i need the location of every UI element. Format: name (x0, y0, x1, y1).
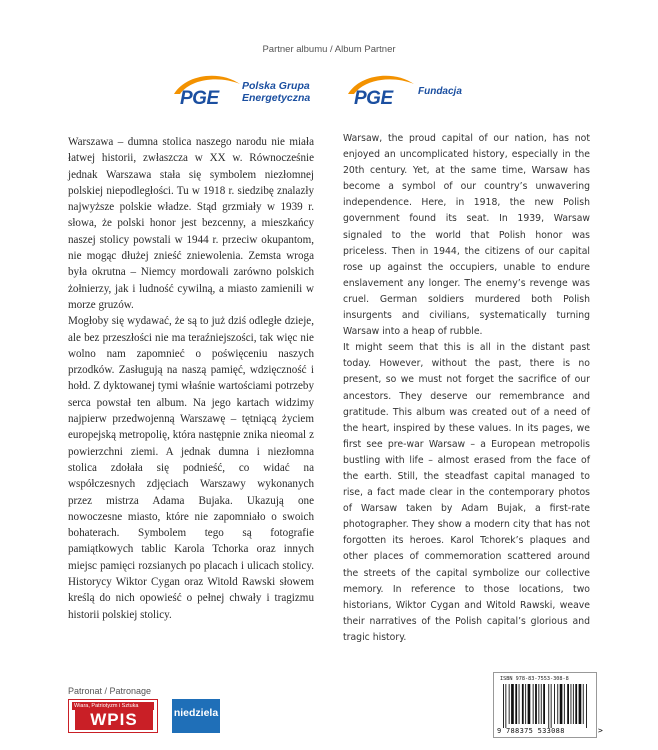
wpis-tagline: Wiara, Patriotyzm i Sztuka (72, 702, 154, 710)
polish-text-column (68, 134, 314, 623)
pge-wordmark: PGE (180, 88, 219, 109)
barcode-bars-icon (503, 684, 589, 728)
pge-swoosh-icon (168, 72, 246, 112)
niedziela-wordmark: niedziela (173, 707, 219, 719)
english-paragraph-2: It might seem that this is all in the distant past today. However, without the past, there is no present, so we must not forget the sacrifice of our ancestors. They deserve our remembrance and gratitude. This album was created out of a need of the heart, inspired by these values. In its pages, we first see pre-war Warsaw – a European metropolis bustling with life – almost erased from the face of the earth. Still, the steadfast capital managed to rise, a fact made clear in the contemporary photos of Warsaw taken by Adam Bujak, a first-rate photographer. They show a modern city that has not forgotten its heroes. Karol Tchorek’s plaques and other places of commemoration scattered around the streets of the capital symbolize our collective memory. In reference to those locations, two historians, Wiktor Cygan and Witold Rawski, weave their narratives of the Polish capital’s glorious and tragic history. (343, 342, 590, 643)
english-paragraph-1: Warsaw, the proud capital of our nation, has not enjoyed an uncomplicated history, especially in the 20th century. Yet, at the same time, Warsaw has become a symbol of our country’s unwavering independence. Here, in 1918, the new Polish government found its seat. In 1939, Warsaw signaled to the world that Polish honor was priceless. Then in 1944, the citizens of our capital rose up against the occupiers, unable to endure enslavement any longer. The enemy’s revenge was cruel. German soldiers murdered both Polish insurgents and civilians, systematically turning Warsaw into a heap of rubble. (343, 133, 590, 338)
ean-quiet-zone-arrow: > (598, 726, 603, 735)
isbn-barcode (493, 672, 597, 738)
pge-swoosh-icon (342, 72, 420, 112)
wpis-logo (68, 699, 158, 733)
pge-name-line1: Polska Grupa (242, 80, 310, 92)
pge-fundacja-logo (342, 72, 462, 112)
pge-name-line2: Energetyczna (242, 92, 311, 104)
pge-polska-grupa-logo (168, 72, 310, 112)
fundacja-label: Fundacja (418, 86, 462, 97)
polish-paragraph-2: Mogłoby się wydawać, że są to już dziś odległe dzieje, ale bez przeszłości nie ma teraźniejszości, tak więc nie wolno nam zapomnieć o poświęceniu naszych przodków. Zasługują na naszą pamięć, wdzięczność i hołd. Z dyktowanej tymi właśnie wartościami potrzeby serca powstał ten album. Na jego kartach widzimy najpierw przedwojenną Warszawę – tętniącą życiem europejską metropolię, która następnie znika nieomal z powierzchni ziemi. A jednak dumna i niezłomna stolica zdołała się podnieść, co widać na współczesnych zdjęciach Warszawy wykonanych przez mistrza Adama Bujaka. Ukazują one nowoczesne miasto, które nie zapomniało o swoich bohaterach. Symbolem tego są fotografie pamiątkowych tablic Karola Tchorka oraz innych miejsc pamięci rozsianych po placach i ulicach stolicy. Historycy Wiktor Cygan oraz Witold Rawski słowem kreślą do nich opowieść o pełnej chwały i tragizmu historii polskiej stolicy. (68, 315, 314, 621)
ean-digits: 9 788375 533088 (497, 727, 565, 735)
partner-caption: Partner albumu / Album Partner (262, 44, 396, 55)
english-text-column (343, 131, 590, 646)
pge-company-name (242, 80, 310, 104)
isbn-label: ISBN 978-83-7553-308-8 (500, 676, 569, 682)
patronage-caption: Patronat / Patronage (68, 686, 152, 696)
pge-wordmark: PGE (354, 88, 393, 109)
polish-paragraph-1: Warszawa – dumna stolica naszego narodu nie miała łatwej historii, zwłaszcza w XX w. Równocześnie jednak Warszawa stała się symbolem niezłomnej polskiej niepodległości. Tu w 1918 r. siedzibę znalazły najwyższe polskie władze. Stąd grzmiały w 1939 r. słowa, że polski honor jest bezcenny, a mieszkańcy naszej stolicy powstali w 1944 r. przeciw okupantom, nie mogąc dłużej znieść zniewolenia. Zemsta wroga była okrutna – Niemcy mordowali zarówno polskich żołnierzy, jak i ludność cywilną, a miasto zamienili w morze gruzów. (68, 136, 314, 311)
niedziela-logo (172, 699, 220, 733)
wpis-wordmark: WPIS (75, 710, 153, 730)
